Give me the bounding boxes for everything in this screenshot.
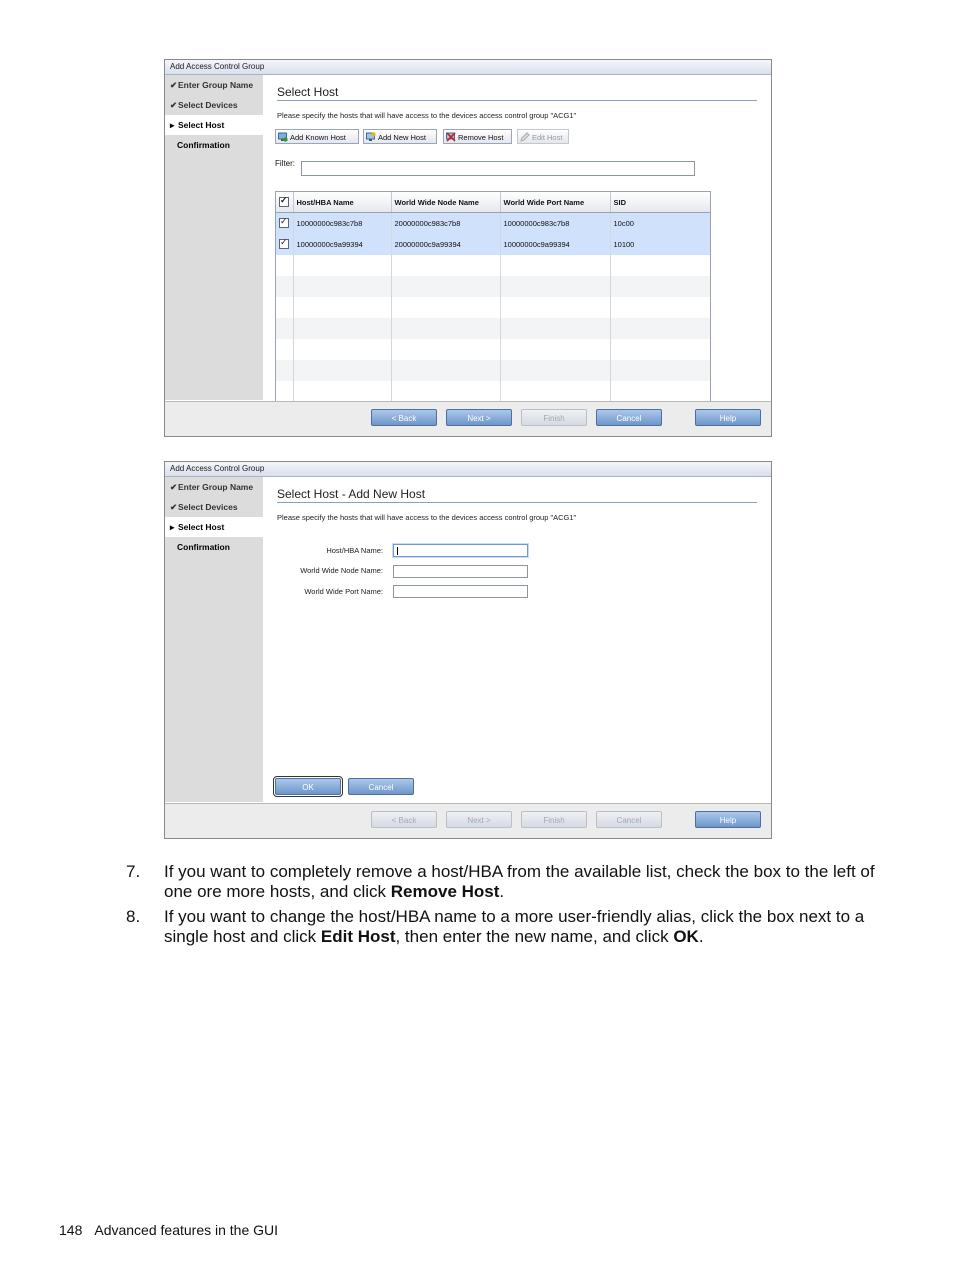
- empty-row: [276, 297, 710, 318]
- instructions: Please specify the hosts that will have access to the devices access control group "ACG1": [277, 513, 577, 522]
- main-panel: [263, 477, 771, 802]
- ok-term: OK: [673, 927, 699, 946]
- remove-host-button[interactable]: Remove Host: [443, 129, 512, 144]
- host-cell: 10000000c9a99394: [293, 234, 391, 255]
- new-host-icon: [366, 132, 376, 142]
- remove-host-icon: [446, 132, 456, 142]
- row-checkbox[interactable]: [276, 234, 293, 255]
- empty-row: [276, 339, 710, 360]
- step-enter-group-name: ✔Enter Group Name: [165, 75, 263, 95]
- next-button[interactable]: Next >: [446, 409, 512, 426]
- filter-label: Filter:: [275, 159, 295, 168]
- check-icon: ✔: [170, 482, 178, 492]
- add-new-host-button[interactable]: Add New Host: [363, 129, 437, 144]
- table-row[interactable]: [276, 213, 710, 235]
- finish-button[interactable]: Finish: [521, 811, 587, 828]
- add-known-host-button[interactable]: Add Known Host: [275, 129, 359, 144]
- page-number: 148: [59, 1222, 83, 1238]
- check-icon: ✔: [170, 502, 178, 512]
- check-icon: ✔: [170, 100, 178, 110]
- step-enter-group-name: ✔Enter Group Name: [165, 477, 263, 497]
- wizard-steps: [165, 75, 263, 400]
- edit-host-term: Edit Host: [320, 927, 396, 946]
- back-button[interactable]: < Back: [371, 409, 437, 426]
- step-7: 7. If you want to completely remove a host/HBA from the available list, check the box to the left of one ore more hosts, and click Remove Host.: [126, 862, 875, 901]
- host-cell: 10000000c983c7b8: [293, 213, 391, 235]
- filter-input[interactable]: [301, 161, 695, 176]
- step-confirmation: Confirmation: [177, 542, 230, 552]
- cancel-inline-button[interactable]: Cancel: [348, 778, 414, 795]
- column-header[interactable]: Host/HBA Name: [293, 192, 391, 213]
- wwpn-input[interactable]: [393, 585, 528, 598]
- page-heading: Select Host - Add New Host: [277, 487, 757, 503]
- dialog-select-host: [164, 59, 772, 437]
- step-confirmation: Confirmation: [177, 140, 230, 150]
- finish-button[interactable]: Finish: [521, 409, 587, 426]
- wwnn-cell: 20000000c983c7b8: [391, 213, 500, 235]
- help-button[interactable]: Help: [695, 811, 761, 828]
- empty-row: [276, 276, 710, 297]
- check-icon: ✔: [170, 80, 178, 90]
- wizard-footer: [165, 401, 771, 436]
- step-select-host: ▸ Select Host: [165, 517, 263, 537]
- sid-cell: 10c00: [610, 213, 710, 235]
- wwnn-input[interactable]: [393, 565, 528, 578]
- sid-cell: 10100: [610, 234, 710, 255]
- host-name-input[interactable]: [393, 544, 528, 557]
- step-select-devices: ✔Select Devices: [165, 95, 263, 115]
- step-number: 8.: [126, 907, 141, 926]
- step-select-devices: ✔Select Devices: [165, 497, 263, 517]
- cancel-button[interactable]: Cancel: [596, 811, 662, 828]
- empty-row: [276, 360, 710, 381]
- step-select-host: ▸ Select Host: [165, 115, 263, 135]
- ok-button[interactable]: OK: [275, 778, 341, 795]
- empty-row: [276, 255, 710, 276]
- arrow-icon: ▸: [170, 120, 175, 130]
- row-checkbox[interactable]: [276, 213, 293, 235]
- page-footer: [59, 1222, 278, 1238]
- empty-row: [276, 381, 710, 402]
- help-button[interactable]: Help: [695, 409, 761, 426]
- column-header[interactable]: SID: [610, 192, 710, 213]
- wizard-steps: [165, 477, 263, 802]
- wwpn-label: World Wide Port Name:: [304, 587, 383, 596]
- page-section-title: Advanced features in the GUI: [94, 1222, 279, 1238]
- wwnn-label: World Wide Node Name:: [300, 566, 383, 575]
- cancel-button[interactable]: Cancel: [596, 409, 662, 426]
- select-all-checkbox[interactable]: [276, 192, 293, 213]
- remove-host-term: Remove Host: [390, 882, 500, 901]
- add-host-icon: [278, 132, 288, 142]
- instructions: Please specify the hosts that will have access to the devices access control group "ACG1": [277, 111, 577, 120]
- wwnn-cell: 20000000c9a99394: [391, 234, 500, 255]
- dialog-title: Add Access Control Group: [165, 462, 771, 477]
- arrow-icon: ▸: [170, 522, 175, 532]
- page-heading: Select Host: [277, 85, 757, 101]
- step-number: 7.: [126, 862, 141, 881]
- instruction-steps: [126, 862, 876, 952]
- table-row[interactable]: [276, 234, 710, 255]
- table-header: [276, 192, 710, 213]
- empty-row: [276, 318, 710, 339]
- wwpn-cell: 10000000c983c7b8: [500, 213, 610, 235]
- step-8: 8. If you want to change the host/HBA name to a more user-friendly alias, click the box next to a single host and click Edit Host, then enter the new name, and click OK.: [126, 907, 865, 946]
- edit-host-button[interactable]: Edit Host: [517, 129, 569, 144]
- next-button[interactable]: Next >: [446, 811, 512, 828]
- column-header[interactable]: World Wide Node Name: [391, 192, 500, 213]
- wwpn-cell: 10000000c9a99394: [500, 234, 610, 255]
- dialog-add-new-host: [164, 461, 772, 839]
- column-header[interactable]: World Wide Port Name: [500, 192, 610, 213]
- dialog-title: Add Access Control Group: [165, 60, 771, 75]
- wizard-footer: [165, 803, 771, 838]
- host-name-label: Host/HBA Name:: [326, 546, 383, 555]
- back-button[interactable]: < Back: [371, 811, 437, 828]
- edit-host-icon: [520, 132, 530, 142]
- hosts-table: [275, 191, 711, 403]
- main-panel: [263, 75, 771, 400]
